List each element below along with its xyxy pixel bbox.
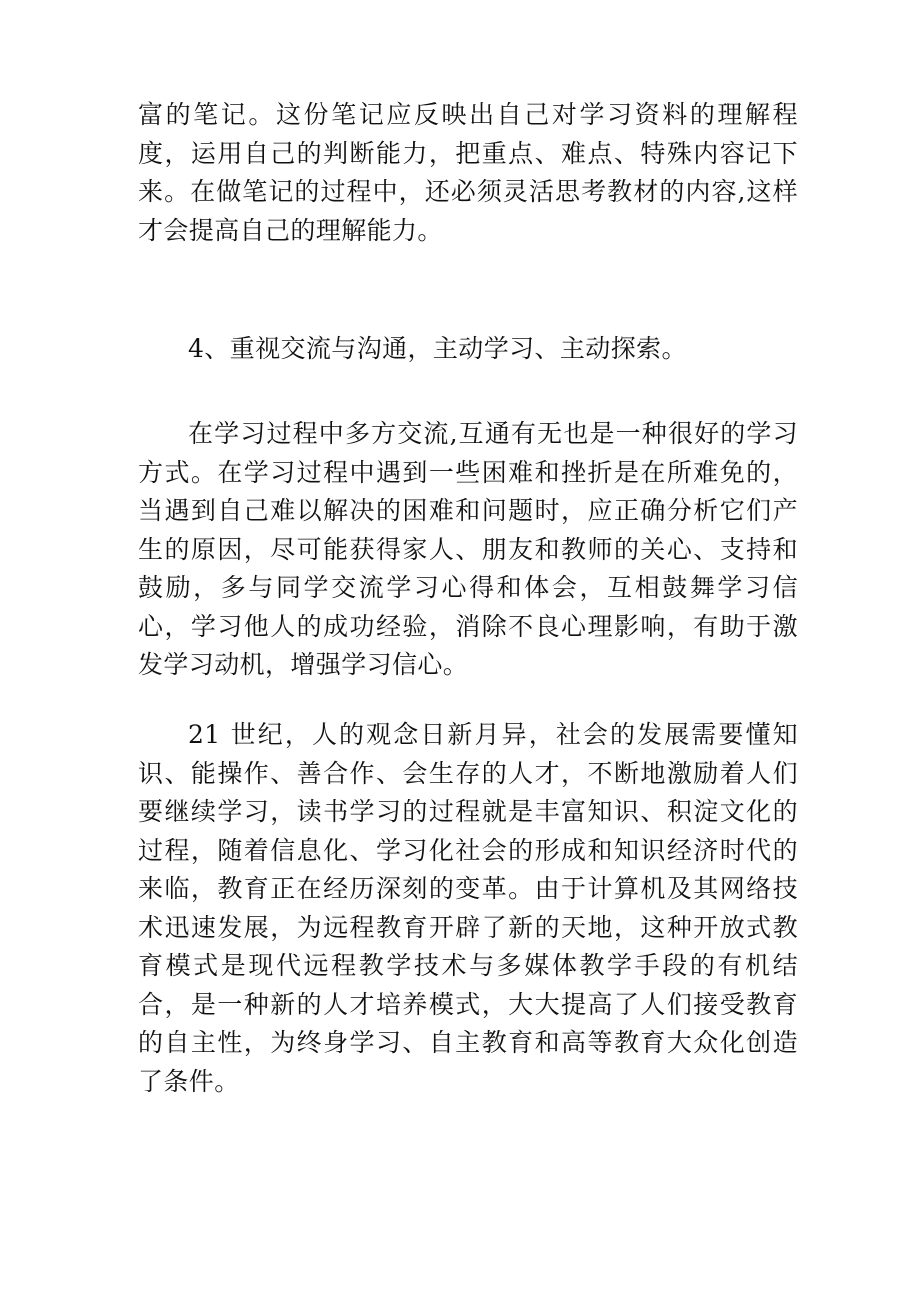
section-heading-communication: 4、重视交流与沟通，主动学习、主动探索。 bbox=[188, 334, 687, 363]
paragraph-communication: 在学习过程中多方交流,互通有无也是一种很好的学习方式。在学习过程中遇到一些困难和挫折是在所难免的，当遇到自己难以解决的困难和问题时，应正确分析它们产生的原因，尽可能获得家人、朋友和教师的关心、支持和鼓励，多与同学交流学习心得和体会，互相鼓舞学习信心，学习他人的成功经验，消除不良心理影响，有助于激发学习动机，增强学习信心。 bbox=[138, 419, 798, 679]
paragraph-21st-century: 21 世纪，人的观念日新月异，社会的发展需要懂知识、能操作、善合作、会生存的人才，不断地激励着人们要继续学习，读书学习的过程就是丰富知识、积淀文化的过程，随着信息化、学习化社会的形成和知识经济时代的来临，教育正在经历深刻的变革。由于计算机及其网络技术迅速发展，为远程教育开辟了新的天地，这种开放式教育模式是现代远程教学技术与多媒体教学手段的有机结合，是一种新的人才培养模式，大大提高了人们接受教育的自主性，为终身学习、自主教育和高等教育大众化创造了条件。 bbox=[138, 720, 798, 1096]
paragraph-note-taking-continuation: 富的笔记。这份笔记应反映出自己对学习资料的理解程度，运用自己的判断能力，把重点、难点、特殊内容记下来。在做笔记的过程中，还必须灵活思考教材的内容,这样才会提高自己的理解能力。 bbox=[138, 100, 798, 245]
